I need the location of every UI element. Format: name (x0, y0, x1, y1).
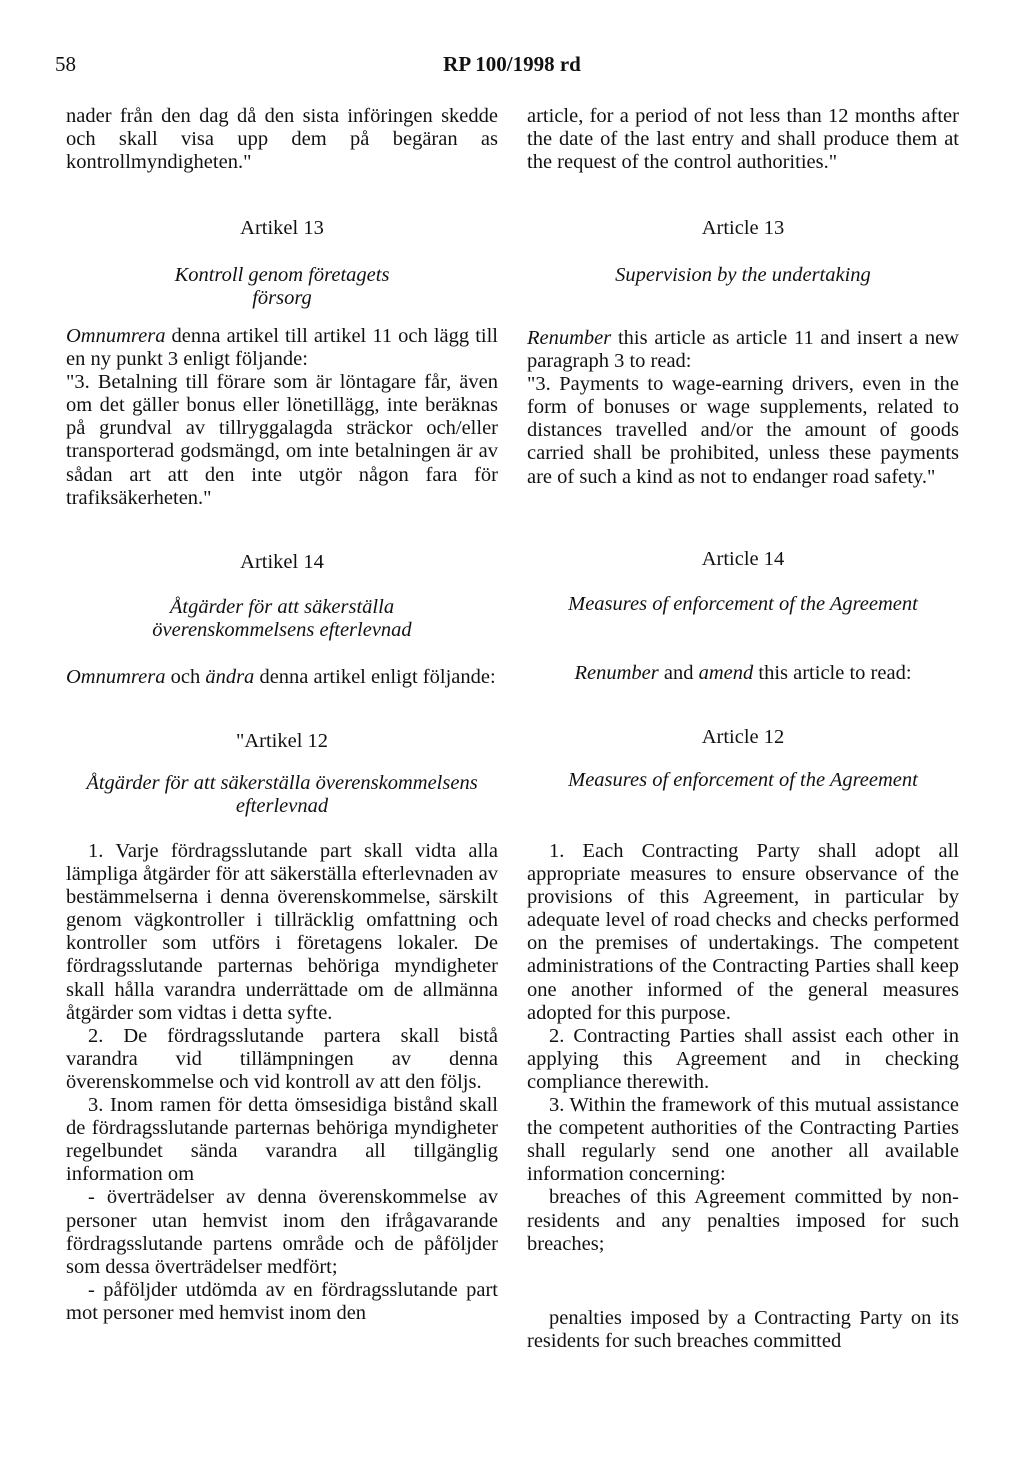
sv-article-14-title: Åtgärder för att säkerställa överenskommelsens efterlevnad (152, 596, 412, 642)
sv-article-13-title-block (66, 264, 498, 310)
en-bullet-1: breaches of this Agreement committed by non-residents and any penalties imposed for such breaches; (527, 1186, 959, 1255)
sv-article-14-title-block (66, 596, 498, 642)
sv-article-13-instruction (66, 325, 498, 371)
en-article-12-title: Measures of enforcement of the Agreement (568, 769, 918, 791)
sv-article-13-title: Kontroll genom företagets försorg (174, 264, 390, 310)
en-article-13-heading: Article 13 (701, 217, 785, 239)
sv-article-13-heading: Artikel 13 (240, 217, 324, 239)
sv-paragraph-2: 2. De fördragsslutande partera skall bistå varandra vid tillämpningen av denna överenskommelse och vid kontroll av att den följs. (66, 1024, 498, 1093)
en-article-13-instruction-rest: this article as article 11 and insert a new paragraph 3 to read: (527, 327, 959, 373)
en-article-12-body (527, 840, 959, 1256)
en-article-14-heading: Article 14 (701, 548, 785, 570)
sv-intro-text: nader från den dag då den sista införingen skedde och skall visa upp dem på begäran as kontrollmyndigheten." (66, 105, 498, 174)
sv-article-14-heading: Artikel 14 (240, 551, 324, 573)
en-article-12-heading-block (527, 726, 959, 749)
sv-article-14-instruction-rest: denna artikel enligt följande: (254, 666, 496, 688)
sv-article-14-instruction (66, 666, 498, 689)
en-paragraph-2: 2. Contracting Parties shall assist each other in applying this Agreement and in checking compliance therewith. (527, 1024, 959, 1093)
en-article-14-heading-block (527, 548, 959, 571)
en-amend-em: amend (698, 662, 754, 684)
en-article-13-text: "3. Payments to wage-earning drivers, even in the form of bonuses or wage supplements, related to distances travelled and/or the amount of goods carried shall be prohibited, unless these payments are of such a kind as not to endanger road safety." (527, 373, 959, 488)
sv-paragraph-3: 3. Inom ramen för detta ömsesidiga bistånd skall de fördragsslutande parternas behöriga myndigheter regelbundet sända varandra all tillgänglig information om (66, 1094, 498, 1186)
sv-article-13-instruction-rest: denna artikel till artikel 11 och lägg till en ny punkt 3 enligt följande: (66, 325, 498, 371)
en-renumber-em: Renumber (527, 327, 612, 349)
sv-article-12-heading: "Artikel 12 (235, 730, 329, 752)
running-header: RP 100/1998 rd (443, 52, 581, 76)
en-article-12-title-block (527, 769, 959, 792)
sv-bullet-2: - påföljder utdömda av en fördragsslutande part mot personer med hemvist inom den (66, 1278, 498, 1324)
sv-article-12-title-block (66, 772, 498, 818)
sv-article-12-body (66, 840, 498, 1325)
en-article-13-title: Supervision by the undertaking (615, 264, 871, 286)
sv-bullet-1: - överträdelser av denna överenskommelse av personer utan hemvist inom den ifrågavarande fördragsslutande partens område och de påföljder som dessa överträdelser medfört; (66, 1186, 498, 1278)
en-intro-text: article, for a period of not less than 12 months after the date of the last entry and shall produce them at the request of the control authorities." (527, 105, 959, 174)
en-article-14-instruction-block (527, 662, 959, 685)
sv-and-text: och (165, 666, 206, 688)
sv-amend-em: ändra (205, 666, 255, 688)
en-article-14-instruction-rest: this article to read: (753, 662, 912, 684)
en-intro-block (527, 105, 959, 174)
sv-article-12-title: Åtgärder för att säkerställa överenskommelsens efterlevnad (86, 772, 478, 818)
en-renumber-em-2: Renumber (574, 662, 659, 684)
en-article-13-instruction (527, 327, 959, 373)
en-paragraph-1: 1. Each Contracting Party shall adopt all appropriate measures to ensure observance of the provisions of this Agreement, in particular by adequate level of road checks and checks performed on the premises of undertakings. The competent administrations of the Contracting Parties shall keep one another informed of the general measures adopted for this purpose. (527, 840, 959, 1024)
sv-article-13-body (66, 325, 498, 510)
en-paragraph-3: 3. Within the framework of this mutual assistance the competent authorities of the Contracting Parties shall regularly send one another all available information concerning: (527, 1094, 959, 1186)
sv-renumber-em: Omnumrera (66, 325, 166, 347)
en-article-14-title-block (527, 593, 959, 616)
sv-article-14-instruction-block (66, 666, 498, 689)
en-bullet-2-block (527, 1307, 959, 1353)
en-article-13-title-block (527, 264, 959, 287)
en-article-14-instruction (527, 662, 959, 685)
en-and-text: and (658, 662, 699, 684)
sv-intro-block (66, 105, 498, 174)
sv-article-14-heading-block (66, 551, 498, 574)
en-article-13-body (527, 327, 959, 489)
en-article-12-heading: Article 12 (701, 726, 785, 748)
page-number: 58 (55, 52, 76, 76)
en-article-14-title: Measures of enforcement of the Agreement (568, 593, 918, 615)
sv-paragraph-1: 1. Varje fördragsslutande part skall vidta alla lämpliga åtgärder för att säkerställa efterlevnaden av bestämmelserna i denna överenskommelse, särskilt genom vägkontroller i tillräcklig omfattning och kontroller som utförs i företagens lokaler. De fördragsslutande parternas behöriga myndigheter skall hålla varandra underrättade om de allmänna åtgärder som vidtas i detta syfte. (66, 840, 498, 1024)
sv-article-13-text: "3. Betalning till förare som är löntagare får, även om det gäller bonus eller lönetillägg, inte beräknas på grundval av tillryggalagda sträckor och/eller transporterad godsmängd, om inte betalningen är av sådan art att den inte utgör någon fara för trafiksäkerheten." (66, 371, 498, 509)
en-bullet-2: penalties imposed by a Contracting Party on its residents for such breaches committed (527, 1307, 959, 1353)
sv-article-13-heading-block (66, 217, 498, 240)
sv-renumber-em-2: Omnumrera (66, 666, 166, 688)
sv-article-12-heading-block (66, 730, 498, 753)
en-article-13-heading-block (527, 217, 959, 240)
